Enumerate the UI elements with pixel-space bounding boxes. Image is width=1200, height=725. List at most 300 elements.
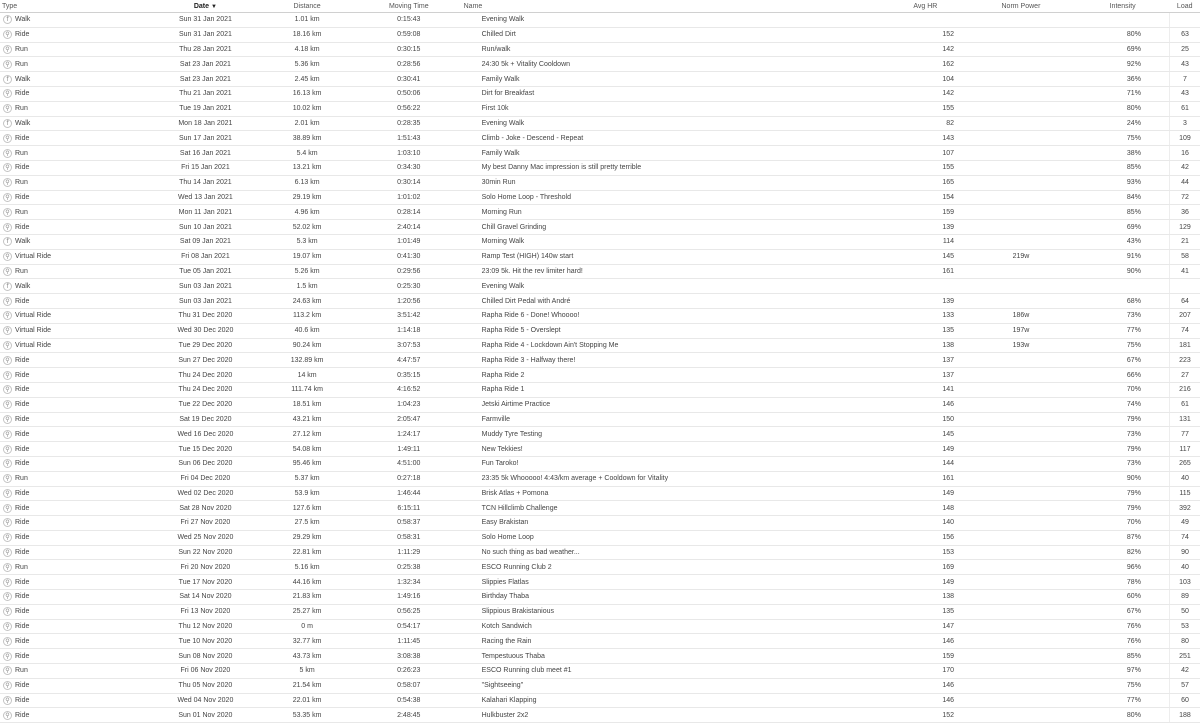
activity-avg-hr: 161: [885, 471, 966, 486]
activity-avg-hr: 146: [885, 693, 966, 708]
activity-load: 223: [1169, 353, 1200, 368]
activity-name[interactable]: 24:30 5k + Vitality Cooldown: [460, 57, 885, 72]
activity-intensity: 80%: [1076, 27, 1170, 42]
table-row[interactable]: [0, 101, 1200, 116]
activity-name[interactable]: New Tekkies!: [460, 442, 885, 457]
activity-load: 61: [1169, 101, 1200, 116]
activity-avg-hr: 137: [885, 368, 966, 383]
activity-type-label: Virtual Ride: [15, 327, 52, 335]
activity-type-cell: [0, 604, 155, 619]
table-row[interactable]: [0, 471, 1200, 486]
activity-moving-time: 0:25:30: [358, 279, 460, 294]
activity-name[interactable]: Solo Home Loop - Threshold: [460, 190, 885, 205]
activity-moving-time: 3:51:42: [358, 308, 460, 323]
activity-type: [3, 297, 29, 306]
activity-type: [3, 89, 29, 98]
activity-intensity: 79%: [1076, 501, 1170, 516]
activity-avg-hr: 137: [885, 353, 966, 368]
table-row[interactable]: [0, 160, 1200, 175]
table-row[interactable]: [0, 353, 1200, 368]
activity-moving-time: 0:15:43: [358, 13, 460, 28]
activity-intensity: 70%: [1076, 382, 1170, 397]
activity-avg-hr: 147: [885, 619, 966, 634]
activity-distance: 111.74 km: [256, 382, 358, 397]
activity-norm-power: [966, 13, 1076, 28]
activity-type-cell: [0, 427, 155, 442]
activity-date: Sat 14 Nov 2020: [155, 590, 257, 605]
activity-distance: 95.46 km: [256, 456, 358, 471]
activity-date: Thu 12 Nov 2020: [155, 619, 257, 634]
table-row[interactable]: [0, 678, 1200, 693]
activity-type-cell: [0, 678, 155, 693]
activity-avg-hr: 142: [885, 42, 966, 57]
table-row[interactable]: [0, 249, 1200, 264]
activity-type: [3, 430, 29, 439]
activity-moving-time: 0:25:38: [358, 560, 460, 575]
activity-type-cell: [0, 279, 155, 294]
table-row[interactable]: [0, 175, 1200, 190]
table-row[interactable]: [0, 486, 1200, 501]
activity-type-cell: [0, 264, 155, 279]
activity-distance: 54.08 km: [256, 442, 358, 457]
activity-load: 50: [1169, 604, 1200, 619]
strava-source-icon: ⚲: [3, 311, 12, 320]
strava-source-icon: ⚲: [3, 430, 12, 439]
table-row[interactable]: [0, 530, 1200, 545]
activity-intensity: 75%: [1076, 338, 1170, 353]
activity-norm-power: [966, 575, 1076, 590]
activity-type-cell: [0, 397, 155, 412]
activity-type: [3, 578, 29, 587]
strava-source-icon: ⚲: [3, 474, 12, 483]
activity-load: 7: [1169, 72, 1200, 87]
table-row[interactable]: [0, 13, 1200, 28]
activity-moving-time: 1:51:43: [358, 131, 460, 146]
column-header-avg-hr[interactable]: Avg HR: [885, 0, 966, 13]
activity-avg-hr: 148: [885, 501, 966, 516]
activity-date: Tue 05 Jan 2021: [155, 264, 257, 279]
strava-source-icon: ⚲: [3, 371, 12, 380]
strava-source-icon: f: [3, 282, 12, 291]
activity-type: [3, 489, 29, 498]
activity-intensity: 97%: [1076, 664, 1170, 679]
activity-date: Sun 06 Dec 2020: [155, 456, 257, 471]
activity-type-label: Ride: [15, 386, 30, 394]
activity-distance: 5 km: [256, 664, 358, 679]
column-header-load[interactable]: Load: [1169, 0, 1200, 13]
activity-name[interactable]: Easy Brakistan: [460, 516, 885, 531]
activity-date: Sun 31 Jan 2021: [155, 13, 257, 28]
activity-distance: 1.5 km: [256, 279, 358, 294]
column-header-name[interactable]: Name: [460, 0, 885, 13]
activity-load: 43: [1169, 57, 1200, 72]
table-row[interactable]: [0, 338, 1200, 353]
activity-type: [3, 681, 29, 690]
table-row[interactable]: [0, 516, 1200, 531]
activity-moving-time: 1:01:49: [358, 234, 460, 249]
activity-load: 109: [1169, 131, 1200, 146]
table-row[interactable]: [0, 427, 1200, 442]
activity-intensity: 75%: [1076, 131, 1170, 146]
activity-date: Wed 02 Dec 2020: [155, 486, 257, 501]
activity-load: 392: [1169, 501, 1200, 516]
activity-moving-time: 0:58:31: [358, 530, 460, 545]
activity-type: [3, 371, 29, 380]
table-row[interactable]: [0, 57, 1200, 72]
activity-avg-hr: 114: [885, 234, 966, 249]
table-row[interactable]: [0, 634, 1200, 649]
activity-type-cell: [0, 545, 155, 560]
activity-type: [3, 252, 51, 261]
activity-distance: 53.35 km: [256, 708, 358, 723]
activity-avg-hr: 82: [885, 116, 966, 131]
strava-source-icon: ⚲: [3, 696, 12, 705]
table-row[interactable]: [0, 575, 1200, 590]
table-header-row: [0, 0, 1200, 13]
table-row[interactable]: [0, 545, 1200, 560]
activity-type-label: Ride: [15, 637, 30, 645]
column-header-date[interactable]: Date ▼: [155, 0, 257, 13]
activity-intensity: 76%: [1076, 619, 1170, 634]
activity-name[interactable]: Birthday Thaba: [460, 590, 885, 605]
activity-moving-time: 3:07:53: [358, 338, 460, 353]
table-row[interactable]: [0, 708, 1200, 723]
activity-name[interactable]: Dirt for Breakfast: [460, 86, 885, 101]
activity-intensity: 70%: [1076, 516, 1170, 531]
activity-intensity: 84%: [1076, 190, 1170, 205]
activity-type-label: Run: [15, 60, 28, 68]
table-row[interactable]: [0, 220, 1200, 235]
activity-name[interactable]: Jetski Airtime Practice: [460, 397, 885, 412]
activity-type-cell: [0, 412, 155, 427]
table-row[interactable]: [0, 86, 1200, 101]
activity-avg-hr: 155: [885, 160, 966, 175]
activity-intensity: 68%: [1076, 294, 1170, 309]
activity-type-cell: [0, 249, 155, 264]
table-row[interactable]: [0, 294, 1200, 309]
activity-intensity: 92%: [1076, 57, 1170, 72]
activity-type: [3, 119, 30, 128]
column-header-distance[interactable]: Distance: [256, 0, 358, 13]
table-row[interactable]: [0, 205, 1200, 220]
activity-avg-hr: 159: [885, 649, 966, 664]
activity-type-cell: [0, 693, 155, 708]
activity-moving-time: 0:28:35: [358, 116, 460, 131]
activity-moving-time: 1:01:02: [358, 190, 460, 205]
activity-type: [3, 282, 30, 291]
activity-intensity: 93%: [1076, 175, 1170, 190]
table-row[interactable]: [0, 42, 1200, 57]
activity-distance: 18.16 km: [256, 27, 358, 42]
activity-type-label: Ride: [15, 401, 30, 409]
activity-name[interactable]: Brisk Atlas + Pomona: [460, 486, 885, 501]
activity-date: Fri 27 Nov 2020: [155, 516, 257, 531]
activity-type-cell: [0, 530, 155, 545]
activity-type-label: Ride: [15, 297, 30, 305]
activity-name[interactable]: ESCO Running club meet #1: [460, 664, 885, 679]
activity-norm-power: [966, 516, 1076, 531]
table-row[interactable]: [0, 27, 1200, 42]
table-row[interactable]: [0, 308, 1200, 323]
activity-name[interactable]: 23:35 5k Whooooo! 4:43/km average + Cooldown for Vitality: [460, 471, 885, 486]
activity-load: 41: [1169, 264, 1200, 279]
activity-load: 42: [1169, 160, 1200, 175]
activity-type: [3, 208, 28, 217]
column-header-intensity[interactable]: Intensity: [1076, 0, 1170, 13]
table-row[interactable]: [0, 456, 1200, 471]
table-row[interactable]: [0, 604, 1200, 619]
activity-type: [3, 134, 29, 143]
activity-avg-hr: 145: [885, 427, 966, 442]
activity-norm-power: [966, 501, 1076, 516]
activity-norm-power: [966, 27, 1076, 42]
activity-intensity: 77%: [1076, 323, 1170, 338]
activity-intensity: 76%: [1076, 634, 1170, 649]
activity-norm-power: [966, 160, 1076, 175]
activity-type-label: Ride: [15, 578, 30, 586]
activity-name[interactable]: Fun Taroko!: [460, 456, 885, 471]
table-row[interactable]: [0, 368, 1200, 383]
activity-type-label: Virtual Ride: [15, 253, 52, 261]
activity-type: [3, 711, 29, 720]
activity-name[interactable]: Morning Run: [460, 205, 885, 220]
activity-moving-time: 0:34:30: [358, 160, 460, 175]
activity-norm-power: [966, 205, 1076, 220]
table-row[interactable]: [0, 382, 1200, 397]
activity-name[interactable]: 23:09 5k. Hit the rev limiter hard!: [460, 264, 885, 279]
table-row[interactable]: [0, 190, 1200, 205]
table-row[interactable]: [0, 279, 1200, 294]
activity-type: [3, 533, 29, 542]
strava-source-icon: ⚲: [3, 592, 12, 601]
table-row[interactable]: [0, 72, 1200, 87]
activity-type-cell: [0, 456, 155, 471]
activity-type: [3, 149, 28, 158]
activity-name[interactable]: Racing the Rain: [460, 634, 885, 649]
activity-intensity: 85%: [1076, 649, 1170, 664]
activity-moving-time: 1:49:16: [358, 590, 460, 605]
activity-name[interactable]: Tempestuous Thaba: [460, 649, 885, 664]
activity-date: Thu 05 Nov 2020: [155, 678, 257, 693]
activity-intensity: 79%: [1076, 442, 1170, 457]
activity-type: [3, 622, 29, 631]
activity-type-label: Ride: [15, 593, 30, 601]
activity-type-label: Run: [15, 45, 28, 53]
activity-load: 61: [1169, 397, 1200, 412]
activity-avg-hr: 165: [885, 175, 966, 190]
table-row[interactable]: [0, 131, 1200, 146]
activity-name[interactable]: Chill Gravel Grinding: [460, 220, 885, 235]
activity-norm-power: [966, 72, 1076, 87]
activity-type: [3, 237, 30, 246]
activity-type-label: Ride: [15, 489, 30, 497]
activity-name[interactable]: 30min Run: [460, 175, 885, 190]
activity-distance: 43.73 km: [256, 649, 358, 664]
activity-date: Tue 19 Jan 2021: [155, 101, 257, 116]
strava-source-icon: ⚲: [3, 341, 12, 350]
table-row[interactable]: [0, 116, 1200, 131]
activity-name[interactable]: Rapha Ride 4 - Lockdown Ain't Stopping Me: [460, 338, 885, 353]
activity-avg-hr: 139: [885, 220, 966, 235]
activity-name[interactable]: Evening Walk: [460, 279, 885, 294]
strava-source-icon: ⚲: [3, 178, 12, 187]
strava-source-icon: ⚲: [3, 607, 12, 616]
activity-name[interactable]: Family Walk: [460, 146, 885, 161]
table-row[interactable]: [0, 590, 1200, 605]
activity-moving-time: 1:46:44: [358, 486, 460, 501]
table-row[interactable]: [0, 146, 1200, 161]
activity-name[interactable]: Kalahari Klapping: [460, 693, 885, 708]
activity-name[interactable]: ESCO Running Club 2: [460, 560, 885, 575]
table-row[interactable]: [0, 560, 1200, 575]
table-row[interactable]: [0, 397, 1200, 412]
activity-name[interactable]: Solo Home Loop: [460, 530, 885, 545]
activity-date: Wed 13 Jan 2021: [155, 190, 257, 205]
table-row[interactable]: [0, 412, 1200, 427]
activity-type-cell: [0, 131, 155, 146]
strava-source-icon: ⚲: [3, 252, 12, 261]
activity-moving-time: 0:59:08: [358, 27, 460, 42]
activity-load: [1169, 13, 1200, 28]
activity-date: Sat 23 Jan 2021: [155, 72, 257, 87]
activity-avg-hr: 153: [885, 545, 966, 560]
activity-intensity: 87%: [1076, 530, 1170, 545]
activity-name[interactable]: Slippies Flatlas: [460, 575, 885, 590]
activity-avg-hr: 155: [885, 101, 966, 116]
activity-name[interactable]: Run/walk: [460, 42, 885, 57]
activity-intensity: 82%: [1076, 545, 1170, 560]
column-header-type[interactable]: Type: [0, 0, 155, 13]
activity-intensity: 85%: [1076, 205, 1170, 220]
activity-name[interactable]: Muddy Tyre Testing: [460, 427, 885, 442]
strava-source-icon: ⚲: [3, 385, 12, 394]
activity-name[interactable]: Rapha Ride 1: [460, 382, 885, 397]
activity-date: Thu 28 Jan 2021: [155, 42, 257, 57]
activity-type-label: Walk: [15, 75, 31, 83]
activity-moving-time: 0:30:14: [358, 175, 460, 190]
activity-norm-power: [966, 442, 1076, 457]
activity-moving-time: 0:28:14: [358, 205, 460, 220]
activity-load: 63: [1169, 27, 1200, 42]
activity-type: [3, 178, 28, 187]
activity-type: [3, 696, 29, 705]
activity-name[interactable]: "Sightseeing": [460, 678, 885, 693]
activity-name[interactable]: Slippious Brakistanious: [460, 604, 885, 619]
table-row[interactable]: [0, 234, 1200, 249]
activity-load: 16: [1169, 146, 1200, 161]
strava-source-icon: ⚲: [3, 267, 12, 276]
activity-type: [3, 75, 30, 84]
table-row[interactable]: [0, 693, 1200, 708]
table-row[interactable]: [0, 664, 1200, 679]
activity-name[interactable]: Farmville: [460, 412, 885, 427]
strava-source-icon: ⚲: [3, 445, 12, 454]
activity-name[interactable]: No such thing as bad weather...: [460, 545, 885, 560]
activity-load: 57: [1169, 678, 1200, 693]
sort-descending-icon: ▼: [211, 3, 217, 10]
activity-type-label: Run: [15, 208, 28, 216]
activity-type-label: Ride: [15, 623, 30, 631]
activity-distance: 22.81 km: [256, 545, 358, 560]
activity-distance: 38.89 km: [256, 131, 358, 146]
activity-distance: 44.16 km: [256, 575, 358, 590]
activity-name[interactable]: Climb - Joke - Descend - Repeat: [460, 131, 885, 146]
activity-date: Fri 13 Nov 2020: [155, 604, 257, 619]
strava-source-icon: ⚲: [3, 548, 12, 557]
activity-distance: 53.9 km: [256, 486, 358, 501]
activity-type-cell: [0, 101, 155, 116]
activity-name[interactable]: Hulkbuster 2x2: [460, 708, 885, 723]
activity-distance: 43.21 km: [256, 412, 358, 427]
activity-name[interactable]: Rapha Ride 6 - Done! Whoooo!: [460, 308, 885, 323]
activity-type: [3, 400, 29, 409]
activity-name[interactable]: Rapha Ride 3 - Halfway there!: [460, 353, 885, 368]
activity-distance: 5.36 km: [256, 57, 358, 72]
activity-load: 129: [1169, 220, 1200, 235]
activity-norm-power: [966, 693, 1076, 708]
activity-type: [3, 341, 51, 350]
activity-name[interactable]: Evening Walk: [460, 116, 885, 131]
activity-type-label: Walk: [15, 238, 31, 246]
activity-distance: 132.89 km: [256, 353, 358, 368]
activity-date: Sun 03 Jan 2021: [155, 294, 257, 309]
activity-intensity: 38%: [1076, 146, 1170, 161]
activity-name[interactable]: My best Danny Mac impression is still pretty terrible: [460, 160, 885, 175]
activity-name[interactable]: Morning Walk: [460, 234, 885, 249]
activity-type-label: Walk: [15, 119, 31, 127]
activity-name[interactable]: Kotch Sandwich: [460, 619, 885, 634]
activity-intensity: 77%: [1076, 693, 1170, 708]
column-header-norm-power[interactable]: Norm Power: [966, 0, 1076, 13]
activity-name[interactable]: Rapha Ride 2: [460, 368, 885, 383]
activity-load: 64: [1169, 294, 1200, 309]
activity-type-cell: [0, 220, 155, 235]
activity-type: [3, 459, 29, 468]
table-row[interactable]: [0, 264, 1200, 279]
table-row[interactable]: [0, 501, 1200, 516]
activity-name[interactable]: Chilled Dirt Pedal with André: [460, 294, 885, 309]
activity-avg-hr: 146: [885, 634, 966, 649]
strava-source-icon: ⚲: [3, 208, 12, 217]
activity-name[interactable]: Rapha Ride 5 - Overslept: [460, 323, 885, 338]
table-row[interactable]: [0, 323, 1200, 338]
activity-type-cell: [0, 471, 155, 486]
activity-name[interactable]: Chilled Dirt: [460, 27, 885, 42]
activity-avg-hr: 139: [885, 294, 966, 309]
activity-name[interactable]: Evening Walk: [460, 13, 885, 28]
activity-name[interactable]: First 10k: [460, 101, 885, 116]
activity-name[interactable]: TCN Hillclimb Challenge: [460, 501, 885, 516]
activity-distance: 4.18 km: [256, 42, 358, 57]
strava-source-icon: ⚲: [3, 134, 12, 143]
activity-date: Sat 23 Jan 2021: [155, 57, 257, 72]
column-header-moving-time[interactable]: Moving Time: [358, 0, 460, 13]
table-row[interactable]: [0, 649, 1200, 664]
activity-norm-power: [966, 619, 1076, 634]
activity-type-label: Run: [15, 179, 28, 187]
activity-name[interactable]: Family Walk: [460, 72, 885, 87]
table-row[interactable]: [0, 442, 1200, 457]
activity-load: 117: [1169, 442, 1200, 457]
activity-avg-hr: 140: [885, 516, 966, 531]
activity-avg-hr: 170: [885, 664, 966, 679]
activity-name[interactable]: Ramp Test (HIGH) 140w start: [460, 249, 885, 264]
table-row[interactable]: [0, 619, 1200, 634]
activity-load: 49: [1169, 516, 1200, 531]
activity-date: Sun 10 Jan 2021: [155, 220, 257, 235]
activity-avg-hr: 145: [885, 249, 966, 264]
activity-norm-power: [966, 649, 1076, 664]
